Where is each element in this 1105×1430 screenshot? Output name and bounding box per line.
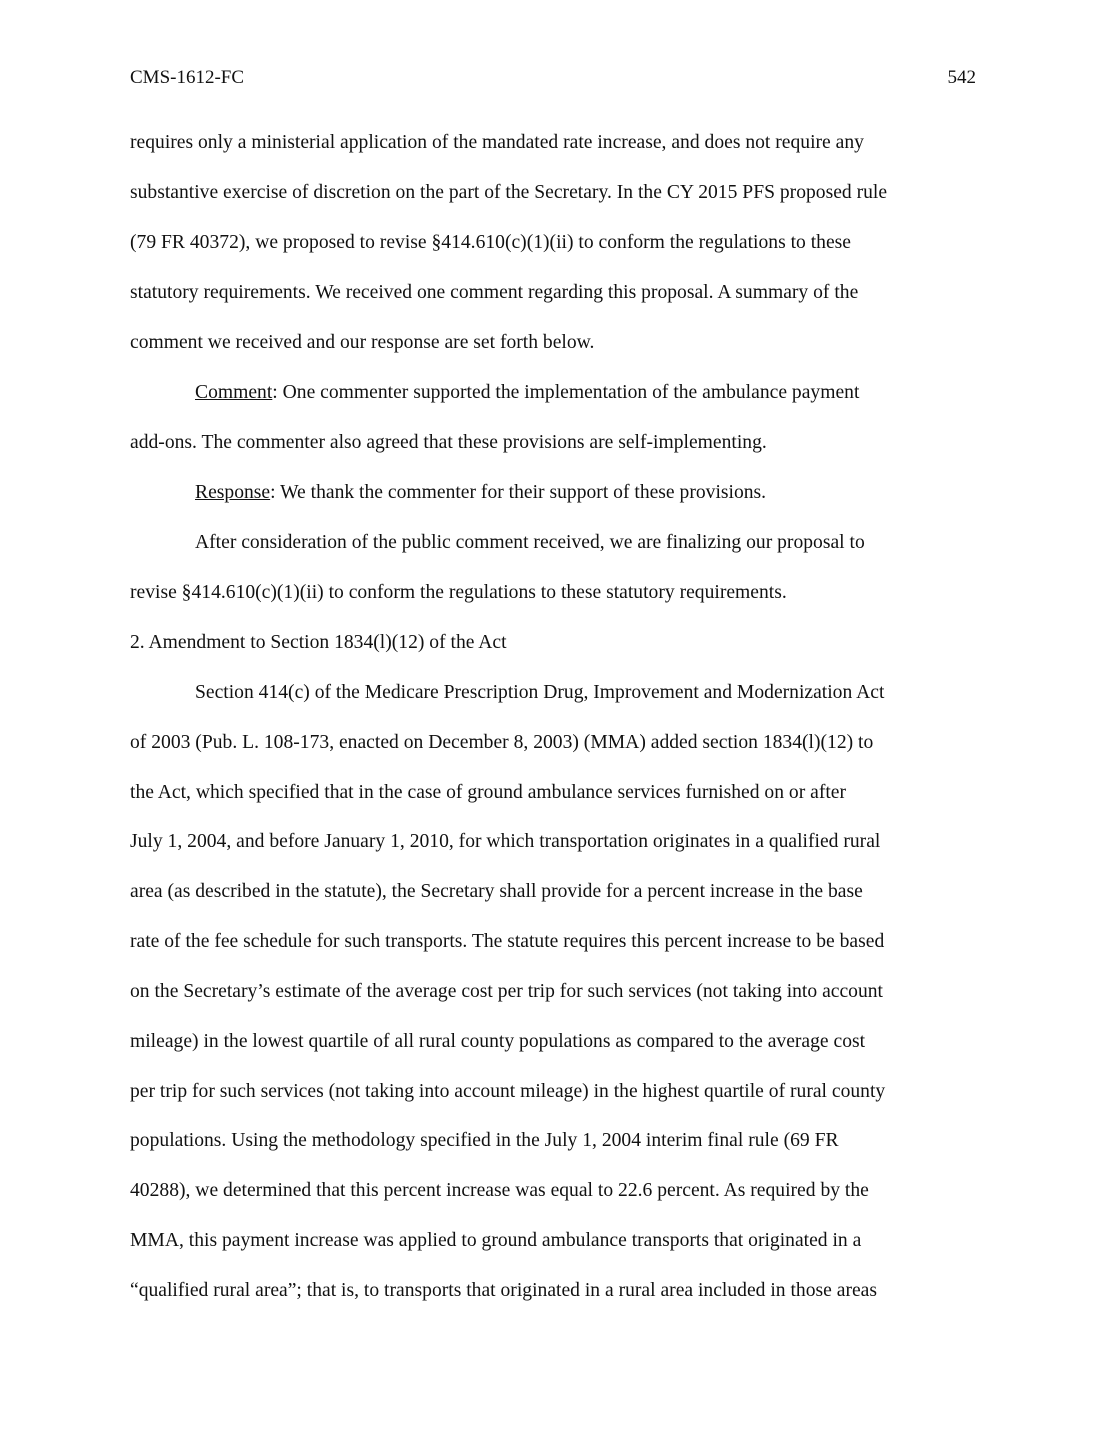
document-id: CMS-1612-FC — [130, 67, 245, 88]
response-label: Response — [195, 482, 271, 503]
text-line: revise §414.610(c)(1)(ii) to conform the regulations to these statutory requirements. — [130, 582, 787, 603]
text-line: substantive exercise of discretion on the part of the Secretary. In the CY 2015 PFS proposed rule — [130, 182, 888, 203]
text-line: MMA, this payment increase was applied to ground ambulance transports that originated in a — [130, 1230, 862, 1251]
text-line: of 2003 (Pub. L. 108-173, enacted on December 8, 2003) (MMA) added section 1834(l)(12) to — [130, 732, 874, 753]
text-line: add-ons. The commenter also agreed that these provisions are self-implementing. — [130, 432, 767, 453]
text-line: 40288), we determined that this percent increase was equal to 22.6 percent. As required by the — [130, 1180, 869, 1201]
comment-paragraph-first-line: Comment: One commenter supported the implementation of the ambulance payment — [195, 382, 860, 403]
text-line: statutory requirements. We received one comment regarding this proposal. A summary of the — [130, 282, 859, 303]
text-line: We thank the commenter for their support of these provisions. — [280, 482, 767, 503]
text-line: the Act, which specified that in the case of ground ambulance services furnished on or after — [130, 782, 847, 803]
text-line: “qualified rural area”; that is, to transports that originated in a rural area included in those areas — [130, 1280, 877, 1301]
text-line: Section 414(c) of the Medicare Prescription Drug, Improvement and Modernization Act — [195, 682, 885, 703]
text-line: on the Secretary’s estimate of the average cost per trip for such services (not taking into account — [130, 981, 884, 1002]
text-line: After consideration of the public comment received, we are finalizing our proposal to — [195, 532, 865, 553]
comment-label: Comment — [195, 382, 273, 403]
text-line: requires only a ministerial application of the mandated rate increase, and does not require any — [130, 132, 864, 153]
response-paragraph: Response: We thank the commenter for their support of these provisions. — [195, 482, 767, 503]
text-line: (79 FR 40372), we proposed to revise §414.610(c)(1)(ii) to conform the regulations to these — [130, 232, 851, 253]
section-heading: 2. Amendment to Section 1834(l)(12) of the Act — [130, 632, 507, 653]
text-line: area (as described in the statute), the Secretary shall provide for a percent increase in the base — [130, 881, 863, 902]
text-line: One commenter supported the implementation of the ambulance payment — [282, 382, 860, 403]
page-number: 542 — [947, 67, 976, 88]
text-line: mileage) in the lowest quartile of all rural county populations as compared to the average cost — [130, 1031, 866, 1052]
text-line: July 1, 2004, and before January 1, 2010, for which transportation originates in a qualified rural — [130, 831, 881, 852]
text-line: rate of the fee schedule for such transports. The statute requires this percent increase to be based — [130, 931, 885, 952]
text-line: comment we received and our response are set forth below. — [130, 332, 595, 353]
text-line: per trip for such services (not taking into account mileage) in the highest quartile of rural county — [130, 1081, 886, 1102]
text-line: populations. Using the methodology specified in the July 1, 2004 interim final rule (69 FR — [130, 1130, 839, 1151]
